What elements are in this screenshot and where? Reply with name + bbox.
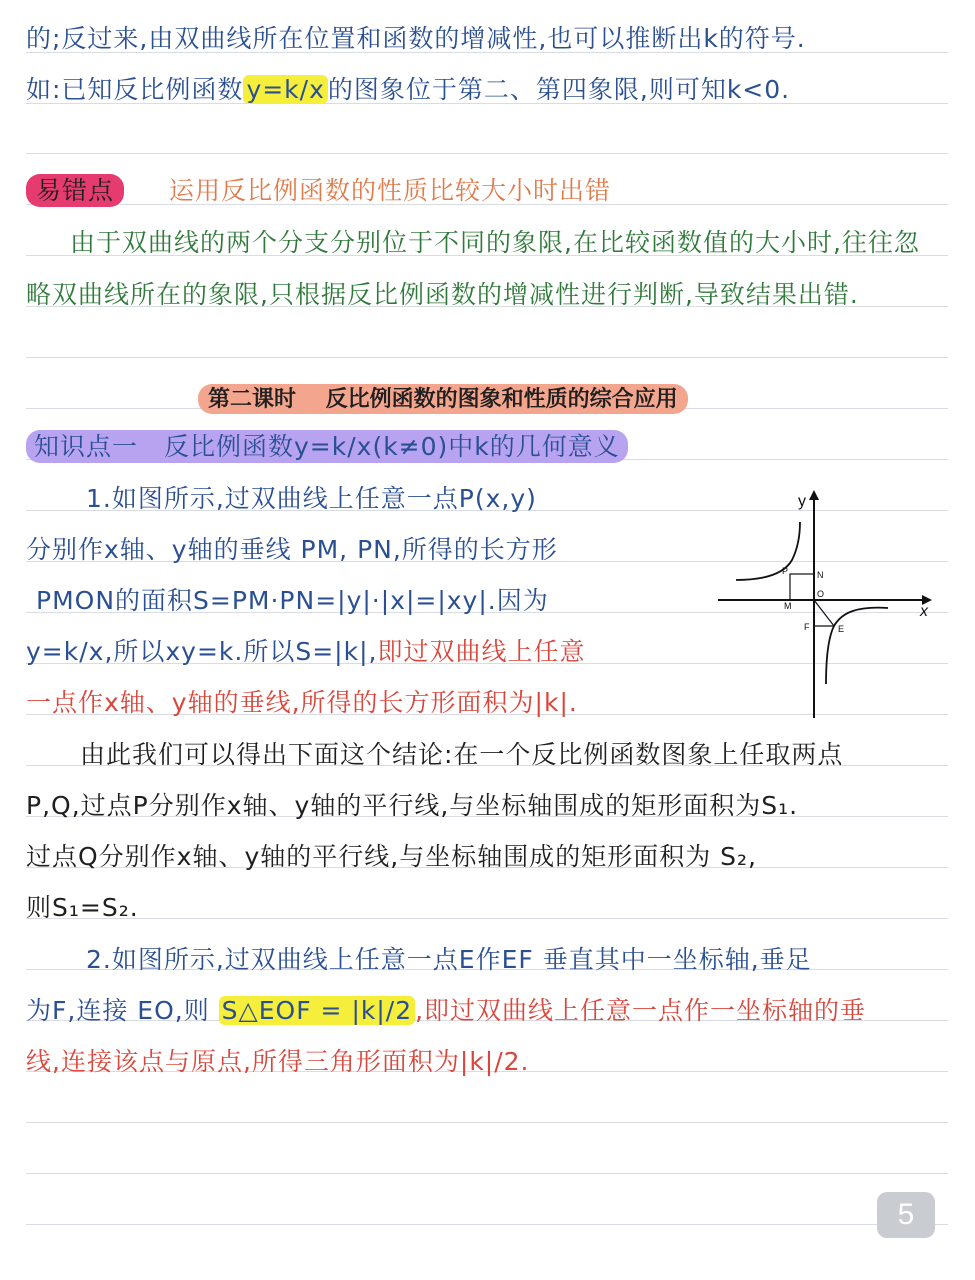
knowledge-point-heading <box>26 430 628 464</box>
hyperbola-branch-q4 <box>826 608 888 684</box>
text-line <box>26 994 866 1028</box>
text-line: 分别作x轴、y轴的垂线 PM, PN,所得的长方形 <box>26 535 558 564</box>
point-f-label: F <box>804 622 810 632</box>
mistake-heading <box>26 174 611 208</box>
ruled-line <box>26 1224 948 1225</box>
lesson-title <box>198 383 688 415</box>
text-segment: 为F,连接 EO,则 <box>26 996 210 1025</box>
rectangle-pmon <box>790 574 814 600</box>
text-line: 2.如图所示,过双曲线上任意一点E作EF 垂直其中一坐标轴,垂足 <box>86 945 812 974</box>
knowledge-point-title: 知识点一 反比例函数y=k/x(k≠0)中k的几何意义 <box>26 430 628 463</box>
formula-highlight: S△EOF = |k|/2 <box>219 996 415 1025</box>
formula-highlight: y=k/x <box>243 75 327 104</box>
text-line: 1.如图所示,过双曲线上任意一点P(x,y) <box>86 484 537 513</box>
lesson-title-text: 第二课时 反比例函数的图象和性质的综合应用 <box>198 384 688 414</box>
ruled-line <box>26 153 948 154</box>
ruled-line <box>26 1173 948 1174</box>
text-line: 线,连接该点与原点,所得三角形面积为|k|/2. <box>26 1047 530 1076</box>
ruled-line <box>26 357 948 358</box>
text-line <box>26 635 585 669</box>
page-number-badge: 5 <box>877 1192 935 1238</box>
ruled-line <box>26 918 948 919</box>
mistake-title: 运用反比例函数的性质比较大小时出错 <box>168 176 611 205</box>
y-axis-arrow <box>809 490 819 500</box>
text-line <box>26 73 790 107</box>
text-segment: 如:已知反比例函数 <box>26 75 244 104</box>
origin-label: O <box>817 589 825 599</box>
text-line: 过点Q分别作x轴、y轴的平行线,与坐标轴围成的矩形面积为 S₂, <box>26 842 758 871</box>
text-line: 略双曲线所在的象限,只根据反比例函数的增减性进行判断,导致结果出错. <box>26 280 859 309</box>
point-n-label: N <box>817 570 824 580</box>
point-p-label: P <box>782 566 789 576</box>
text-line: 一点作x轴、y轴的垂线,所得的长方形面积为|k|. <box>26 688 578 717</box>
text-line: 则S₁=S₂. <box>26 893 139 922</box>
mistake-tag: 易错点 <box>26 174 124 207</box>
text-segment: y=k/x,所以xy=k.所以S=|k|, <box>26 637 378 666</box>
hyperbola-graph <box>714 488 934 720</box>
text-line: 由此我们可以得出下面这个结论:在一个反比例函数图象上任取两点 <box>80 740 844 769</box>
text-line: 的;反过来,由双曲线所在位置和函数的增减性,也可以推断出k的符号. <box>26 24 806 53</box>
text-segment: 即过双曲线上任意 <box>377 637 586 666</box>
hyperbola-branch-q2 <box>736 522 800 580</box>
point-e-label: E <box>838 624 845 634</box>
ruled-line <box>26 1122 948 1123</box>
segment-eo <box>814 600 834 626</box>
text-line: PMON的面积S=PM·PN=|y|·|x|=|xy|.因为 <box>36 586 549 615</box>
text-segment: ,即过双曲线上任意一点作一坐标轴的垂 <box>415 996 867 1025</box>
x-axis-label: x <box>920 603 928 620</box>
text-line: P,Q,过点P分别作x轴、y轴的平行线,与坐标轴围成的矩形面积为S₁. <box>26 791 799 820</box>
text-segment: 的图象位于第二、第四象限,则可知k<0. <box>327 75 791 104</box>
y-axis-label: y <box>798 493 806 510</box>
text-line: 由于双曲线的两个分支分别位于不同的象限,在比较函数值的大小时,往往忽 <box>70 228 920 257</box>
point-m-label: M <box>784 601 792 611</box>
